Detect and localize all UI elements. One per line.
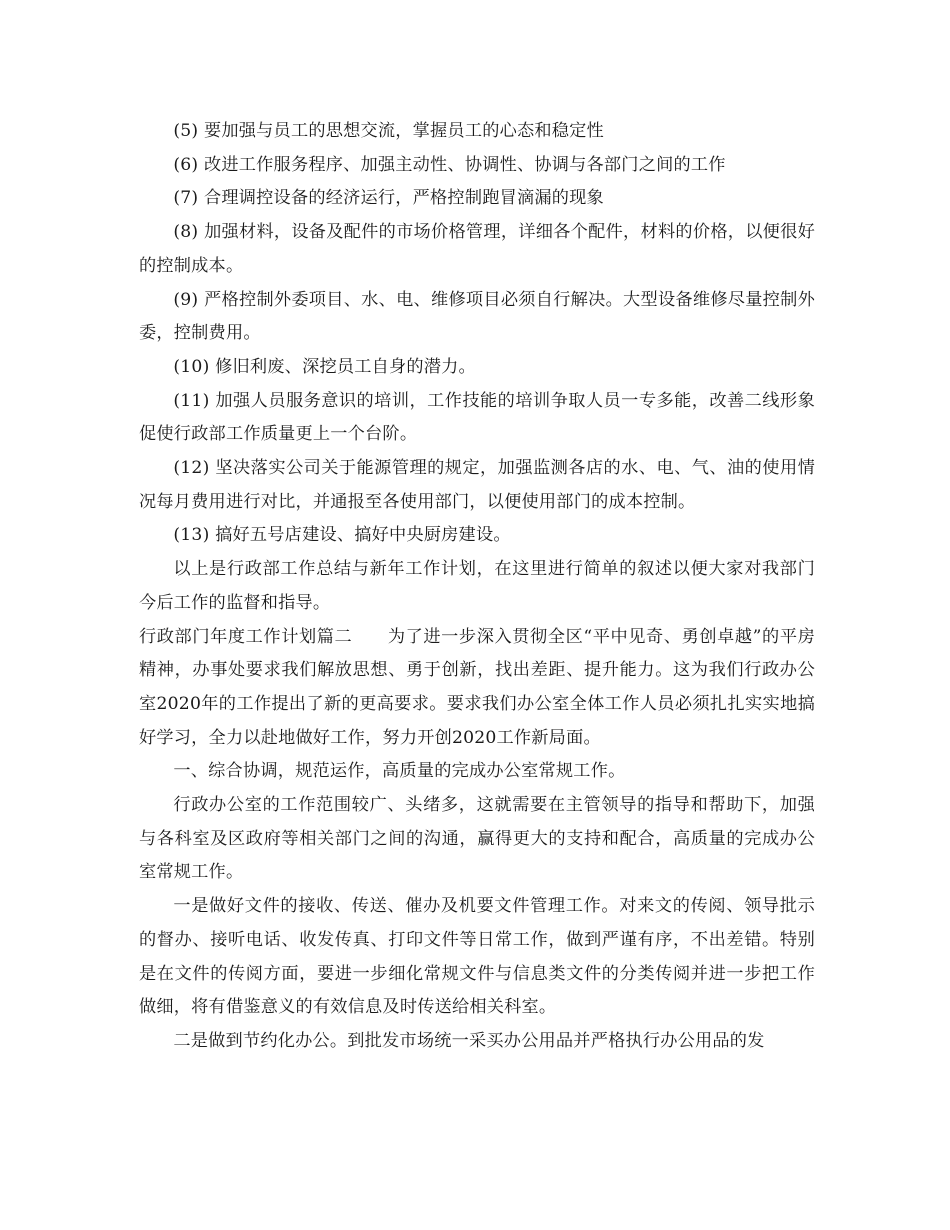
list-item-8: (8) 加强材料，设备及配件的市场价格管理，详细各个配件，材料的价格，以便很好的控制成本。 — [139, 222, 815, 276]
section-heading-1: 一、综合协调，规范运作，高质量的完成办公室常规工作。 — [173, 761, 626, 782]
list-item-5: (5) 要加强与员工的思想交流，掌握员工的心态和稳定性 — [173, 121, 604, 141]
list-item-12: (12) 坚决落实公司关于能源管理的规定，加强监测各店的水、电、气、油的使用情况每月费用进行对比，并通报至各使用部门，以便使用部门的成本控制。 — [139, 458, 815, 512]
list-item-9: (9) 严格控制外委项目、水、电、维修项目必须自行解决。大型设备维修尽量控制外委，控制费用。 — [139, 289, 815, 344]
section-two-intro: 行政部门年度工作计划篇二 为了进一步深入贯彻全区“平中见奇、勇创卓越”的平房精神，办事处要求我们解放思想、勇于创新，找出差距、提升能力。这为我们行政办公室2020年的工作提出了新的更高要求。要求我们办公室全体工作人员必须扎扎实实地搞好学习，全力以赴地做好工作，努力开创2020工作新局面。 — [139, 626, 815, 748]
list-item-7: (7) 合理调控设备的经济运行，严格控制跑冒滴漏的现象 — [173, 188, 604, 209]
list-item-10: (10) 修旧利废、深挖员工自身的潜力。 — [173, 356, 476, 377]
summary-paragraph: 以上是行政部工作总结与新年工作计划，在这里进行简单的叙述以便大家对我部门今后工作的监督和指导。 — [139, 559, 815, 613]
body-paragraph: 二是做到节约化办公。到批发市场统一采买办公用品并严格执行办公用品的发 — [173, 1030, 765, 1051]
list-item-13: (13) 搞好五号店建设、搞好中央厨房建设。 — [173, 525, 511, 546]
body-paragraph: 行政办公室的工作范围较广、头绪多，这就需要在主管领导的指导和帮助下，加强与各科室及区政府等相关部门之间的沟通，赢得更大的支持和配合，高质量的完成办公室常规工作。 — [139, 795, 815, 883]
body-paragraph: 一是做好文件的接收、传送、催办及机要文件管理工作。对来文的传阅、领导批示的督办、接听电话、收发传真、打印文件等日常工作，做到严谨有序，不出差错。特别是在文件的传阅方面，要进一步细化常规文件与信息类文件的分类传阅并进一步把工作做细，将有借鉴意义的有效信息及时传送给相关科室。 — [139, 896, 815, 1018]
document-body — [139, 115, 815, 1059]
list-item-6: (6) 改进工作服务程序、加强主动性、协调性、协调与各部门之间的工作 — [173, 154, 726, 175]
list-item-11: (11) 加强人员服务意识的培训，工作技能的培训争取人员一专多能，改善二线形象促使行政部工作质量更上一个台阶。 — [139, 390, 815, 445]
